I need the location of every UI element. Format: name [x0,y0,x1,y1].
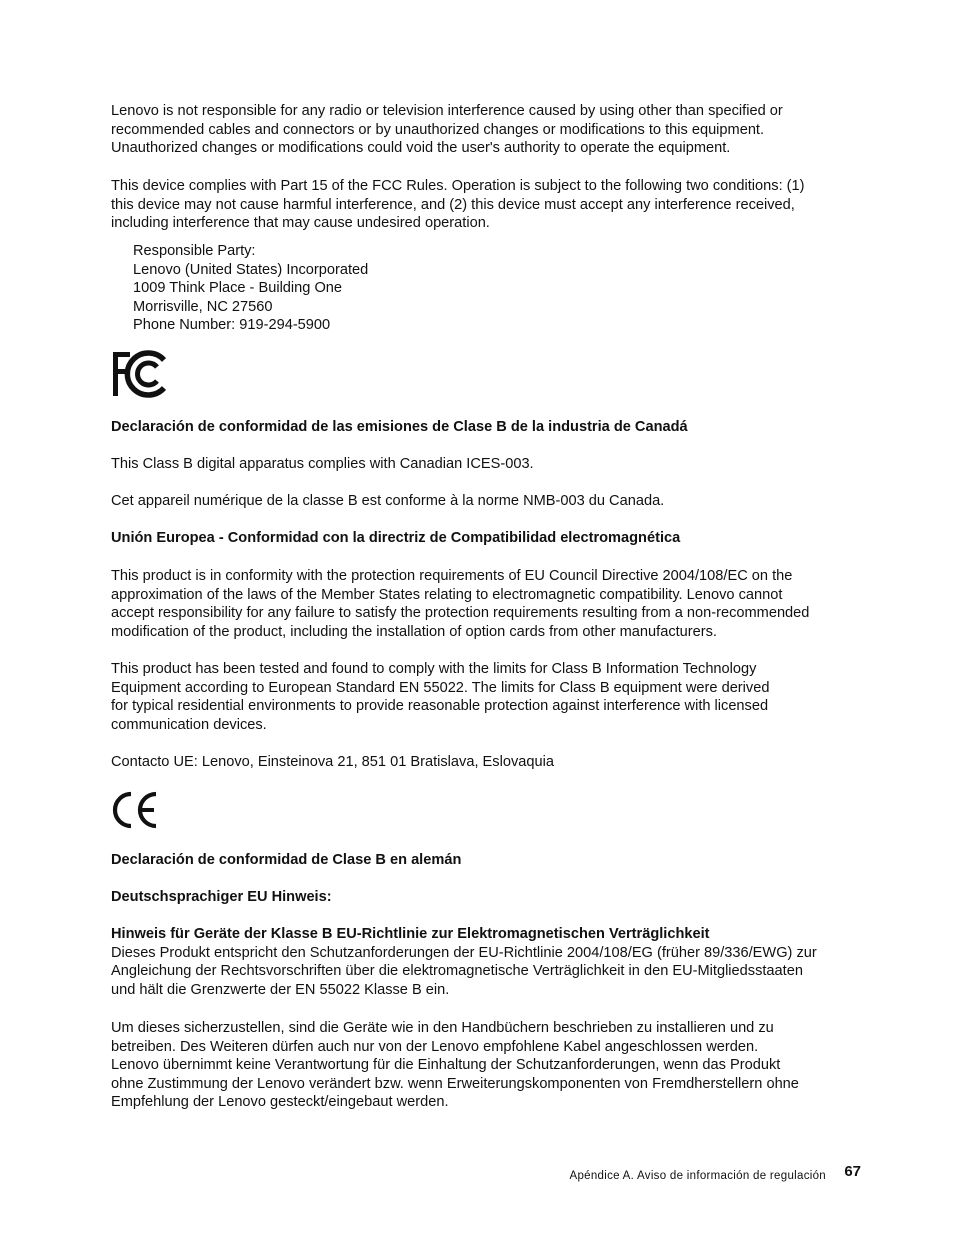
text-line: Equipment according to European Standard EN 55022. The limits for Class B equipment were derived [111,679,770,696]
page-number: 67 [844,1163,861,1180]
city-address: Morrisville, NC 27560 [133,298,273,315]
text-line: this device may not cause harmful interference, and (2) this device must accept any interference received, [111,196,795,213]
ce-mark-icon [111,790,161,830]
text-line: This product has been tested and found to comply with the limits for Class B Information Technology [111,661,757,677]
text-line: approximation of the laws of the Member States relating to electromagnetic compatibility. Lenovo cannot [111,586,783,603]
fcc-interference-paragraph [111,102,871,158]
canada-section-heading [111,418,871,437]
text-line: betreiben. Des Weiteren dürfen auch nur von der Lenovo empfohlene Kabel angeschlossen werden. [111,1038,759,1055]
text-line: Contacto UE: Lenovo, Einsteinova 21, 851 01 Bratislava, Eslovaquia [111,754,554,770]
text-line: und hält die Grenzwerte der EN 55022 Klasse B ein. [111,981,450,998]
heading-text: Unión Europea - Conformidad con la directriz de Compatibilidad electromagnética [111,530,681,546]
eu-contact [111,753,871,772]
germany-section-heading [111,851,871,870]
text-line: Dieses Produkt entspricht den Schutzanforderungen der EU-Richtlinie 2004/108/EG (früher 89/336/EWG) zur [111,944,817,961]
canada-english-statement [111,455,871,474]
text-line: modification of the product, including the installation of option cards from other manufacturers. [111,623,717,640]
text-line: Lenovo übernimmt keine Verantwortung für die Einhaltung der Schutzanforderungen, wenn das Produkt [111,1057,781,1074]
text-line: This device complies with Part 15 of the FCC Rules. Operation is subject to the following two conditions: (1) [111,178,805,194]
street-address: 1009 Think Place - Building One [133,280,343,297]
germany-installation-paragraph [111,1019,871,1112]
page-footer [0,1163,954,1185]
text-line: for typical residential environments to provide reasonable protection against interference with licensed [111,698,769,715]
germany-eu-subheading [111,888,871,907]
eu-conformity-paragraph [111,567,871,641]
footer-section-title: Apéndice A. Aviso de información de regulación [569,1170,826,1182]
text-line: Unauthorized changes or modifications could void the user's authority to operate the equipment. [111,140,731,157]
eu-section-heading [111,529,871,548]
text-line: including interference that may cause undesired operation. [111,215,490,232]
text-line: Empfehlung der Lenovo gesteckt/eingebaut werden. [111,1094,449,1111]
company-name: Lenovo (United States) Incorporated [133,261,369,278]
heading-text: Deutschsprachiger EU Hinweis: [111,889,332,905]
phone-number: Phone Number: 919-294-5900 [133,317,331,334]
text-line: Um dieses sicherzustellen, sind die Geräte wie in den Handbüchern beschrieben zu installieren und zu [111,1020,774,1036]
canada-french-statement [111,492,871,511]
germany-class-b-block [111,925,871,999]
heading-text: Declaración de conformidad de las emisiones de Clase B de la industria de Canadá [111,419,688,435]
fcc-compliance-paragraph [111,177,871,233]
text-line: This product is in conformity with the protection requirements of EU Council Directive 2004/108/EC on the [111,568,793,584]
heading-text: Declaración de conformidad de Clase B en alemán [111,852,462,868]
text-line: recommended cables and connectors or by unauthorized changes or modifications to this equipment. [111,121,765,138]
text-line: Lenovo is not responsible for any radio or television interference caused by using other than specified or [111,103,783,119]
heading-text: Hinweis für Geräte der Klasse B EU-Richtlinie zur Elektromagnetischen Verträglichkeit [111,926,710,942]
responsible-party-block [133,242,893,335]
text-line: Cet appareil numérique de la classe B est conforme à la norme NMB-003 du Canada. [111,493,665,509]
text-line: Angleichung der Rechtsvorschriften über die elektromagnetische Verträglichkeit in den EU-Mitgliedsstaaten [111,963,803,980]
responsible-party-label: Responsible Party: [133,243,256,259]
text-line: This Class B digital apparatus complies with Canadian ICES-003. [111,456,534,472]
fcc-logo-icon [111,350,167,398]
text-line: communication devices. [111,716,267,733]
eu-testing-paragraph [111,660,871,734]
text-line: accept responsibility for any failure to satisfy the protection requirements resulting from a non-recommended [111,605,810,622]
text-line: ohne Zustimmung der Lenovo verändert bzw. wenn Erweiterungskomponenten von Fremdherstellern ohne [111,1075,799,1092]
